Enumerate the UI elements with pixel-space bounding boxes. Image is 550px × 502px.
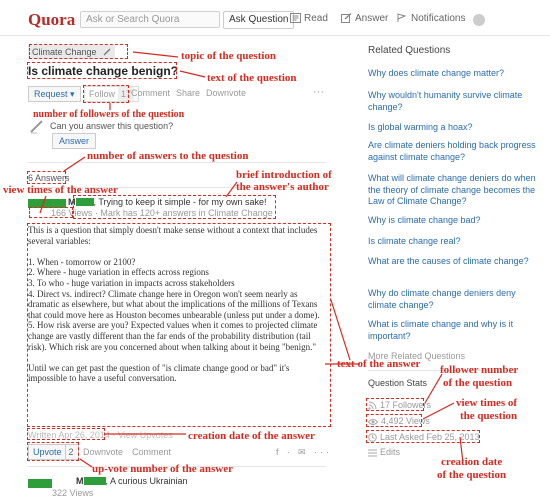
last-asked-stat (368, 432, 480, 442)
question-downvote-link[interactable]: Downvote (206, 88, 247, 98)
top-nav-bar (0, 0, 550, 36)
annotation-q-creation-1: creation date (441, 456, 503, 468)
edits-stat-label: Edits (380, 447, 401, 457)
view-upvotes-link[interactable]: View Upvotes (117, 430, 173, 440)
nav-read-label: Read (304, 13, 328, 24)
question-stats-heading: Question Stats (368, 378, 428, 388)
views-stat-label: 4,492 Views (381, 416, 430, 426)
more-related-link[interactable]: More Related Questions (368, 351, 466, 361)
eye-icon (368, 418, 378, 426)
author-line (68, 197, 267, 207)
author-avatar[interactable] (28, 479, 52, 488)
related-questions-heading: Related Questions (368, 45, 451, 56)
author-name[interactable]: M (76, 476, 84, 486)
ask-question-button[interactable]: Ask Question (223, 11, 294, 29)
related-question-link[interactable]: Is global warming a hoax? (368, 122, 473, 132)
author-intro: , A curious Ukrainian (105, 476, 188, 486)
answer-paragraph: 4. Direct vs. indirect? Climate change here in Oregon won't seem nearly as dramatic as elsewhere, but what about the implications of the millions of Texans that could move here as Houston becomes unbearable (unless put under a dome). (28, 288, 320, 320)
nav-read[interactable] (290, 13, 328, 24)
clock-icon (368, 433, 377, 442)
annotation-answer-text: text of the answer (337, 358, 421, 370)
caret-down-icon: ▾ (70, 89, 75, 99)
annotation-q-followers-2: of the question (443, 377, 513, 389)
author-line (76, 476, 188, 486)
follow-count: 17 (118, 87, 134, 101)
annotation-followers: number of followers of the question (33, 109, 185, 120)
upvote-label: Upvote (33, 447, 62, 457)
nav-answer[interactable] (341, 13, 388, 24)
answer-paragraph (28, 246, 326, 257)
answer-paragraph: 1. When - tomorrow or 2100? (28, 256, 136, 267)
divider (28, 162, 326, 163)
request-label: Request (34, 89, 68, 99)
related-question-link[interactable]: What are the causes of climate change? (368, 256, 529, 266)
related-question-link[interactable]: Is climate change real? (368, 236, 461, 246)
upvote-button[interactable] (28, 444, 79, 460)
annotation-answer-creation: creation date of the answer (188, 430, 315, 442)
author-name-redaction (76, 198, 94, 206)
related-question-link[interactable]: What will climate change deniers do when the theory of climate change becomes the Law of Climate Change? (368, 173, 536, 207)
edits-stat[interactable] (368, 447, 400, 457)
pencil-square-icon (341, 13, 352, 23)
related-question-link[interactable]: Why does climate change matter? (368, 68, 505, 78)
question-comment-link[interactable]: Comment (131, 88, 171, 98)
follow-label: Follow (89, 89, 116, 99)
answer-views: 166 Views (51, 208, 93, 218)
edit-pencil-icon[interactable] (103, 48, 111, 56)
user-avatar[interactable] (473, 14, 485, 26)
annotation-answer-views: view times of the answer (3, 184, 118, 196)
nav-notifications[interactable] (397, 13, 465, 24)
answer-paragraph: This is a question that simply doesn't make sense without a context that includes several variables: (28, 225, 318, 246)
nav-answer-label: Answer (355, 13, 389, 24)
annotation-answer-count: number of answers to the question (87, 150, 249, 162)
answer-paragraph: 3. To who - huge variation in impacts across stakeholders (28, 277, 235, 288)
annotation-q-followers-1: follower number (440, 364, 519, 376)
topic-label: Climate Change (32, 47, 97, 57)
written-date-label: Written Apr 26, 2014 (28, 430, 110, 440)
answer-views: 322 Views (52, 488, 94, 498)
related-question-link[interactable]: Are climate deniers holding back progress against climate change? (368, 140, 536, 162)
answer-comment-link[interactable]: Comment (132, 447, 172, 457)
annotation-topic: topic of the question (181, 50, 277, 62)
topic-tag[interactable] (28, 45, 115, 59)
read-icon (290, 13, 301, 23)
annotation-upvotes: up-vote number of the answer (92, 463, 233, 475)
share-icons[interactable]: f ∙ ✉ ··· (276, 447, 333, 457)
author-avatar[interactable] (28, 199, 66, 208)
annotation-q-creation-2: of the question (437, 469, 507, 481)
related-question-link[interactable]: Why wouldn't humanity survive climate change? (368, 90, 523, 112)
annotation-q-views-2: the question (460, 410, 518, 422)
author-answer-stat[interactable]: Mark has 120+ answers in Climate Change (100, 208, 273, 218)
answer-button[interactable]: Answer (52, 133, 96, 149)
followers-stat[interactable] (368, 400, 431, 410)
annotation-q-views-1: view times of (456, 397, 518, 409)
last-asked-stat-label: Last Asked Feb 25, 2013 (380, 432, 480, 442)
answer-meta (51, 208, 273, 218)
author-name[interactable]: M (68, 197, 76, 207)
more-options-icon[interactable]: ··· (313, 86, 324, 98)
meta-separator: · (109, 430, 118, 440)
question-share-link[interactable]: Share (176, 88, 201, 98)
author-intro: , Trying to keep it simple - for my own sake! (93, 197, 267, 207)
answer-downvote-link[interactable]: Downvote (83, 447, 124, 457)
notification-flag-icon (397, 13, 408, 23)
quora-logo[interactable]: Quora (28, 10, 76, 29)
rss-icon (368, 401, 377, 410)
can-you-answer-prompt: Can you answer this question? (50, 121, 174, 131)
nav-notifications-label: Notifications (411, 13, 466, 24)
author-name-redaction (84, 477, 106, 485)
question-title[interactable]: Is climate change benign? (28, 64, 179, 78)
upvote-count: 2 (65, 445, 74, 459)
answer-body (28, 225, 326, 384)
search-input[interactable]: Ask or Search Quora (80, 11, 220, 28)
views-stat (368, 416, 430, 426)
followers-stat-label: 17 Followers (380, 400, 432, 410)
annotation-question-text: text of the question (207, 72, 297, 84)
related-question-link[interactable]: What is climate change and why is it important? (368, 319, 514, 341)
answer-written-date (28, 430, 173, 440)
answer-count: 6 Answers (28, 173, 70, 183)
annotation-author-intro-2: the answer's author (236, 181, 329, 193)
answer-paragraph: 2. Where - huge variation in effects across regions (28, 267, 209, 278)
related-question-link[interactable]: Why do climate change deniers deny climate change? (368, 288, 516, 310)
annotation-author-intro-1: brief introduction of (236, 169, 332, 181)
answer-paragraph (28, 352, 326, 363)
list-icon (368, 449, 377, 457)
answer-paragraph: 5. How risk averse are you? Expected values when it comes to projected climate change are vastly different than the far ends of the probability distribution (tail risk). Which risk are you concerned about when talking about it being "benign." (28, 320, 318, 352)
related-question-link[interactable]: Why is climate change bad? (368, 215, 481, 225)
answer-paragraph: Until we can get past the question of "is climate change good or bad" it's impossible to have a useful conversation. (28, 362, 290, 384)
request-button[interactable] (28, 86, 81, 102)
meta-separator: · (92, 208, 101, 218)
